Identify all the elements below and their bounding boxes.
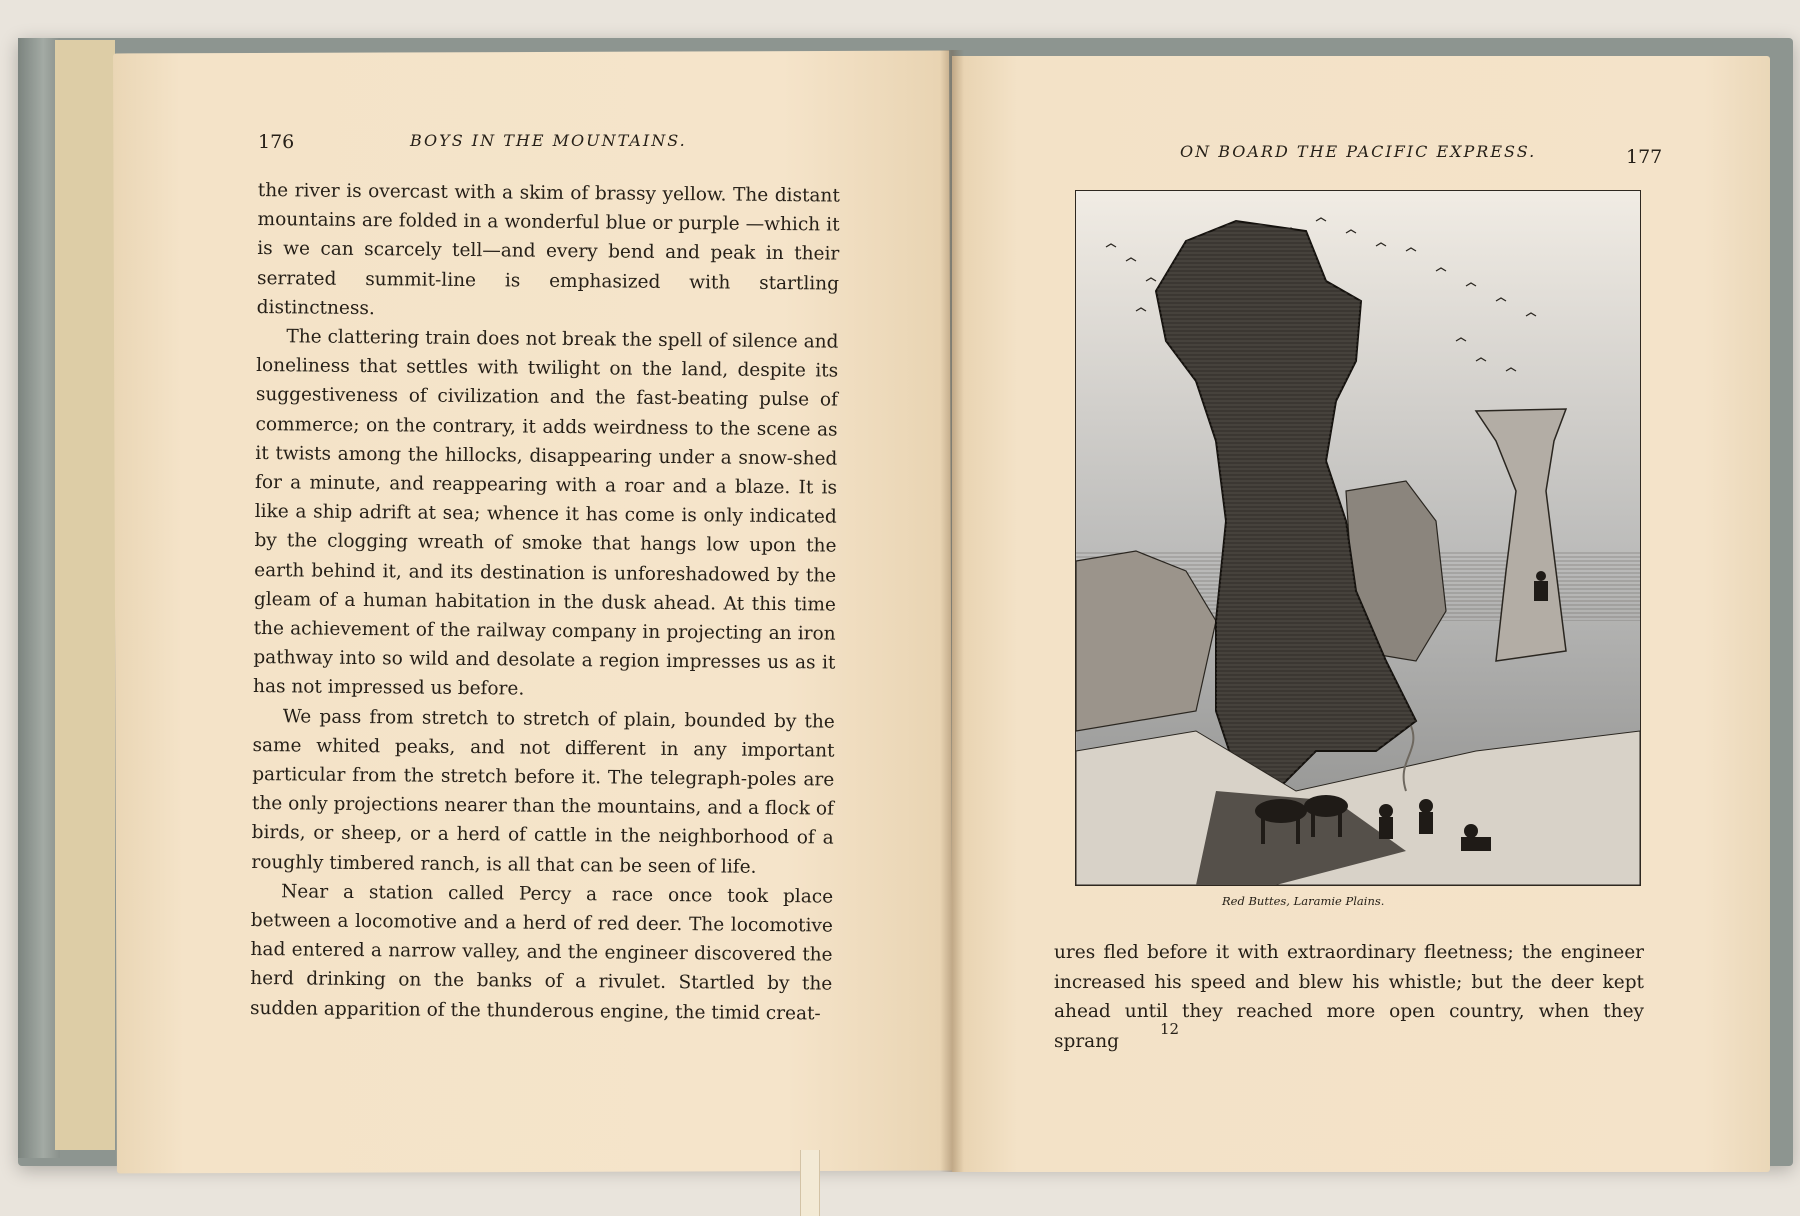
engraving-illustration [1075,190,1641,886]
paragraph: Near a station called Percy a race once took place between a locomotive and a herd of red deer. The locomotive had entered a narrow valley, and the engineer discovered the herd drinking on the banks of a rivulet. Startled by the sudden apparition of the thunderous engine, the timid creat- [249,881,834,1025]
page-edge-stack [55,40,115,1150]
paragraph: ures fled before it with extraordinary fleetness; the engineer increased his speed and blew his whistle; but the deer kept ahead until they reached more open country, when they sprang [1054,942,1644,1052]
right-page-number: 177 [1626,146,1663,168]
signature-mark: 12 [1160,1020,1180,1038]
illustration-caption: Red Buttes, Laramie Plains. [1222,894,1385,908]
bookmark-ribbon [800,1150,820,1216]
book-gutter [940,50,964,1172]
paragraph: the river is overcast with a skim of brassy yellow. The distant mountains are folded in a wonderful blue or purple —which it is we can scarcely tell—and every bend and peak in their serrated summit-line is emphasized with startling distinctness. [256,179,840,319]
left-page-body [250,176,840,1028]
right-running-head: ON BOARD THE PACIFIC EXPRESS. [1180,142,1537,161]
left-page-number: 176 [258,131,295,153]
right-page-body [1054,938,1644,1056]
book-spine-edge [18,38,60,1158]
left-running-head: BOYS IN THE MOUNTAINS. [410,131,687,150]
paragraph: We pass from stretch to stretch of plain, bounded by the same whited peaks, and not different in any important particular from the stretch before it. The telegraph-poles are the only projections nearer than the mountains, and a flock of birds, or sheep, or a herd of cattle in the neighborhood of a roughly timbered ranch, is all that can be seen of life. [251,705,835,878]
paragraph: The clattering train does not break the spell of silence and loneliness that settles with twilight on the land, despite its suggestiveness of civilization and the fast-beating pulse of commerce; on the contrary, it adds weirdness to the scene as it twists among the hillocks, disappearing under a snow-shed for a minute, and reappearing with a roar and a blaze. It is like a ship adrift at sea; whence it has come is only indicated by the clogging wreath of smoke that hangs low upon the earth behind it, and its destination is unforeshadowed by the gleam of a human habitation in the dusk ahead. At this time the achievement of the railway company in projecting an iron pathway into so wild and desolate a region impresses us as it has not impressed us before. [252,326,839,701]
